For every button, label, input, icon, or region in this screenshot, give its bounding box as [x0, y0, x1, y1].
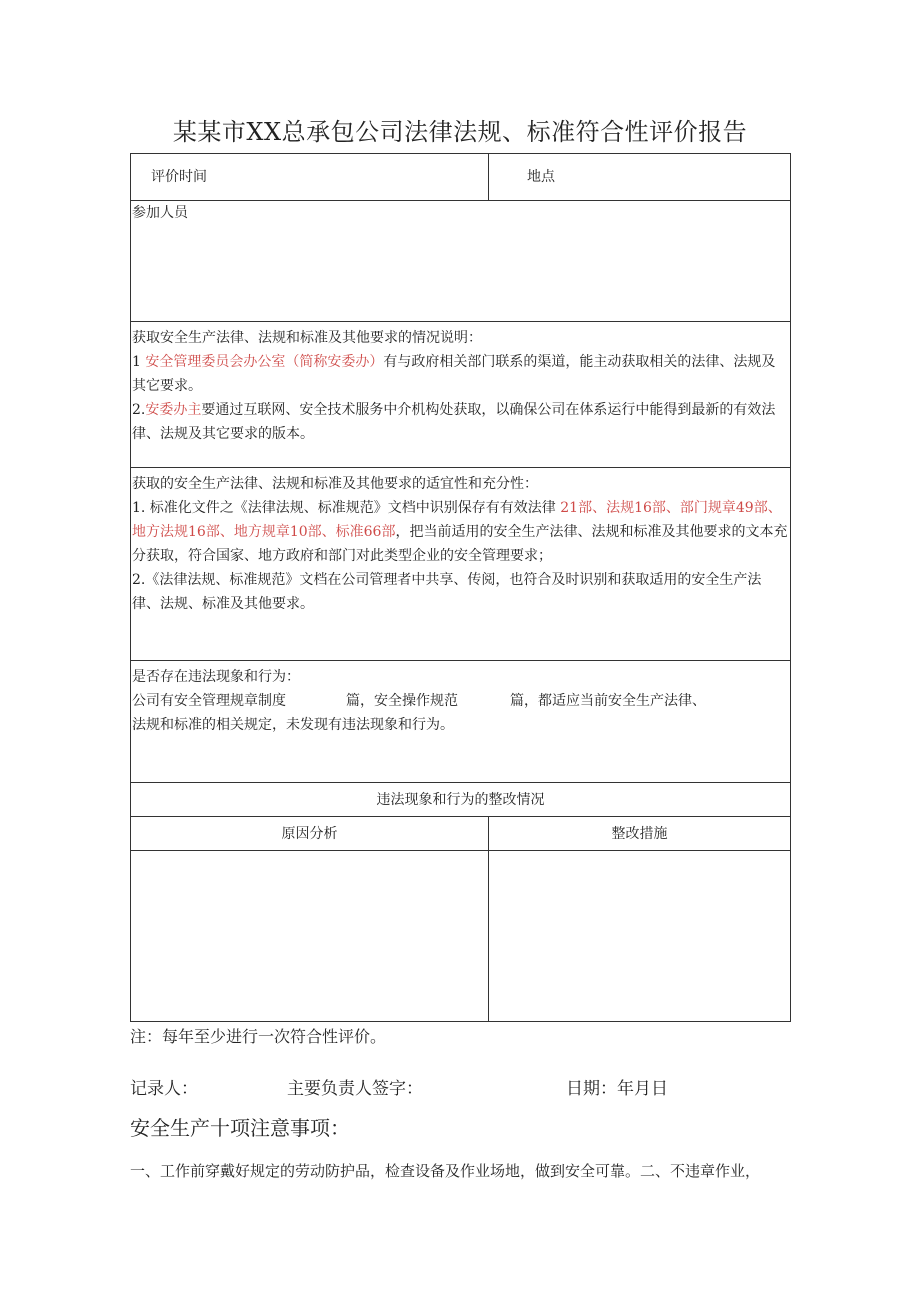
measures-header: 整改措施 — [489, 817, 791, 851]
evaluation-form-table — [130, 153, 791, 1022]
location-label: 地点 — [527, 169, 555, 185]
participants-label: 参加人员 — [132, 205, 188, 221]
page-title: 某某市XX总承包公司法律法规、标准符合性评价报告 — [172, 118, 748, 146]
analysis-header-row — [131, 817, 791, 851]
measures-cell[interactable] — [489, 851, 791, 1022]
acquire-row — [131, 322, 791, 468]
location-cell[interactable] — [489, 154, 791, 201]
acquire-item-1-highlight: 安全管理委员会办公室（简称安委办） — [145, 354, 384, 370]
suitability-item-1: 1. 标准化文件之《法律法规、标准规范》文档中识别保存有有效法律 21部、法规16部、部门规章49部、地方法规16部、地方规章10部、标准66部，把当前适用的安全生产法律、法规和标准及其他要求的文本充分获取，符合国家、地方政府和部门对此类型企业的安全管理要求； — [132, 500, 788, 564]
participants-row — [131, 201, 791, 322]
safety-heading: 安全生产十项注意事项： — [130, 1116, 350, 1140]
principal-signature-label: 主要负责人签字： — [287, 1079, 423, 1099]
participants-cell[interactable] — [131, 201, 791, 322]
recorder-label: 记录人： — [130, 1079, 198, 1099]
date-label: 日期：年月日 — [566, 1079, 668, 1099]
cause-analysis-cell[interactable] — [131, 851, 489, 1022]
acquire-item-2: 2.安委办主要通过互联网、安全技术服务中介机构处获取，以确保公司在体系运行中能得到最新的有效法律、法规及其它要求的版本。 — [132, 402, 776, 442]
signature-row — [130, 1074, 790, 1098]
eval-time-label: 评价时间 — [151, 169, 207, 185]
violation-cell[interactable] — [131, 661, 791, 783]
rectification-title-row — [131, 783, 791, 817]
acquire-item-1: 1 安全管理委员会办公室（简称安委办）有与政府相关部门联系的渠道，能主动获取相关的法律、法规及其它要求。 — [132, 354, 776, 394]
violation-line-2: 法规和标准的相关规定，未发现有违法现象和行为。 — [132, 717, 454, 733]
acquire-heading: 获取安全生产法律、法规和标准及其他要求的情况说明： — [132, 330, 482, 346]
eval-time-cell[interactable] — [131, 154, 489, 201]
rectification-title: 违法现象和行为的整改情况 — [131, 783, 791, 817]
annual-evaluation-note: 注：每年至少进行一次符合性评价。 — [130, 1027, 387, 1046]
suitability-item-2: 2.《法律法规、标准规范》文档在公司管理者中共享、传阅，也符合及时识别和获取适用的安全生产法律、法规、标准及其他要求。 — [132, 572, 762, 612]
safety-text: 一、工作前穿戴好规定的劳动防护品，检查设备及作业场地，做到安全可靠。二、不违章作业， — [130, 1162, 761, 1180]
acquire-cell[interactable] — [131, 322, 791, 468]
acquire-item-2-highlight: 安委办主 — [145, 402, 202, 418]
violation-row — [131, 661, 791, 783]
suitability-item-1-highlight: 21部、法规16部、部门规章49部、地方法规16部、地方规章10部、标准66部 — [132, 500, 782, 540]
time-location-row — [131, 154, 791, 201]
violation-line-1: 公司有安全管理规章制度 篇，安全操作规范 篇，都适应当前安全生产法律、 — [132, 693, 706, 709]
suitability-heading: 获取的安全生产法律、法规和标准及其他要求的适宜性和充分性： — [132, 476, 538, 492]
suitability-row — [131, 468, 791, 661]
violation-heading: 是否存在违法现象和行为： — [132, 669, 300, 685]
cause-analysis-header: 原因分析 — [131, 817, 489, 851]
analysis-body-row — [131, 851, 791, 1022]
suitability-cell[interactable] — [131, 468, 791, 661]
